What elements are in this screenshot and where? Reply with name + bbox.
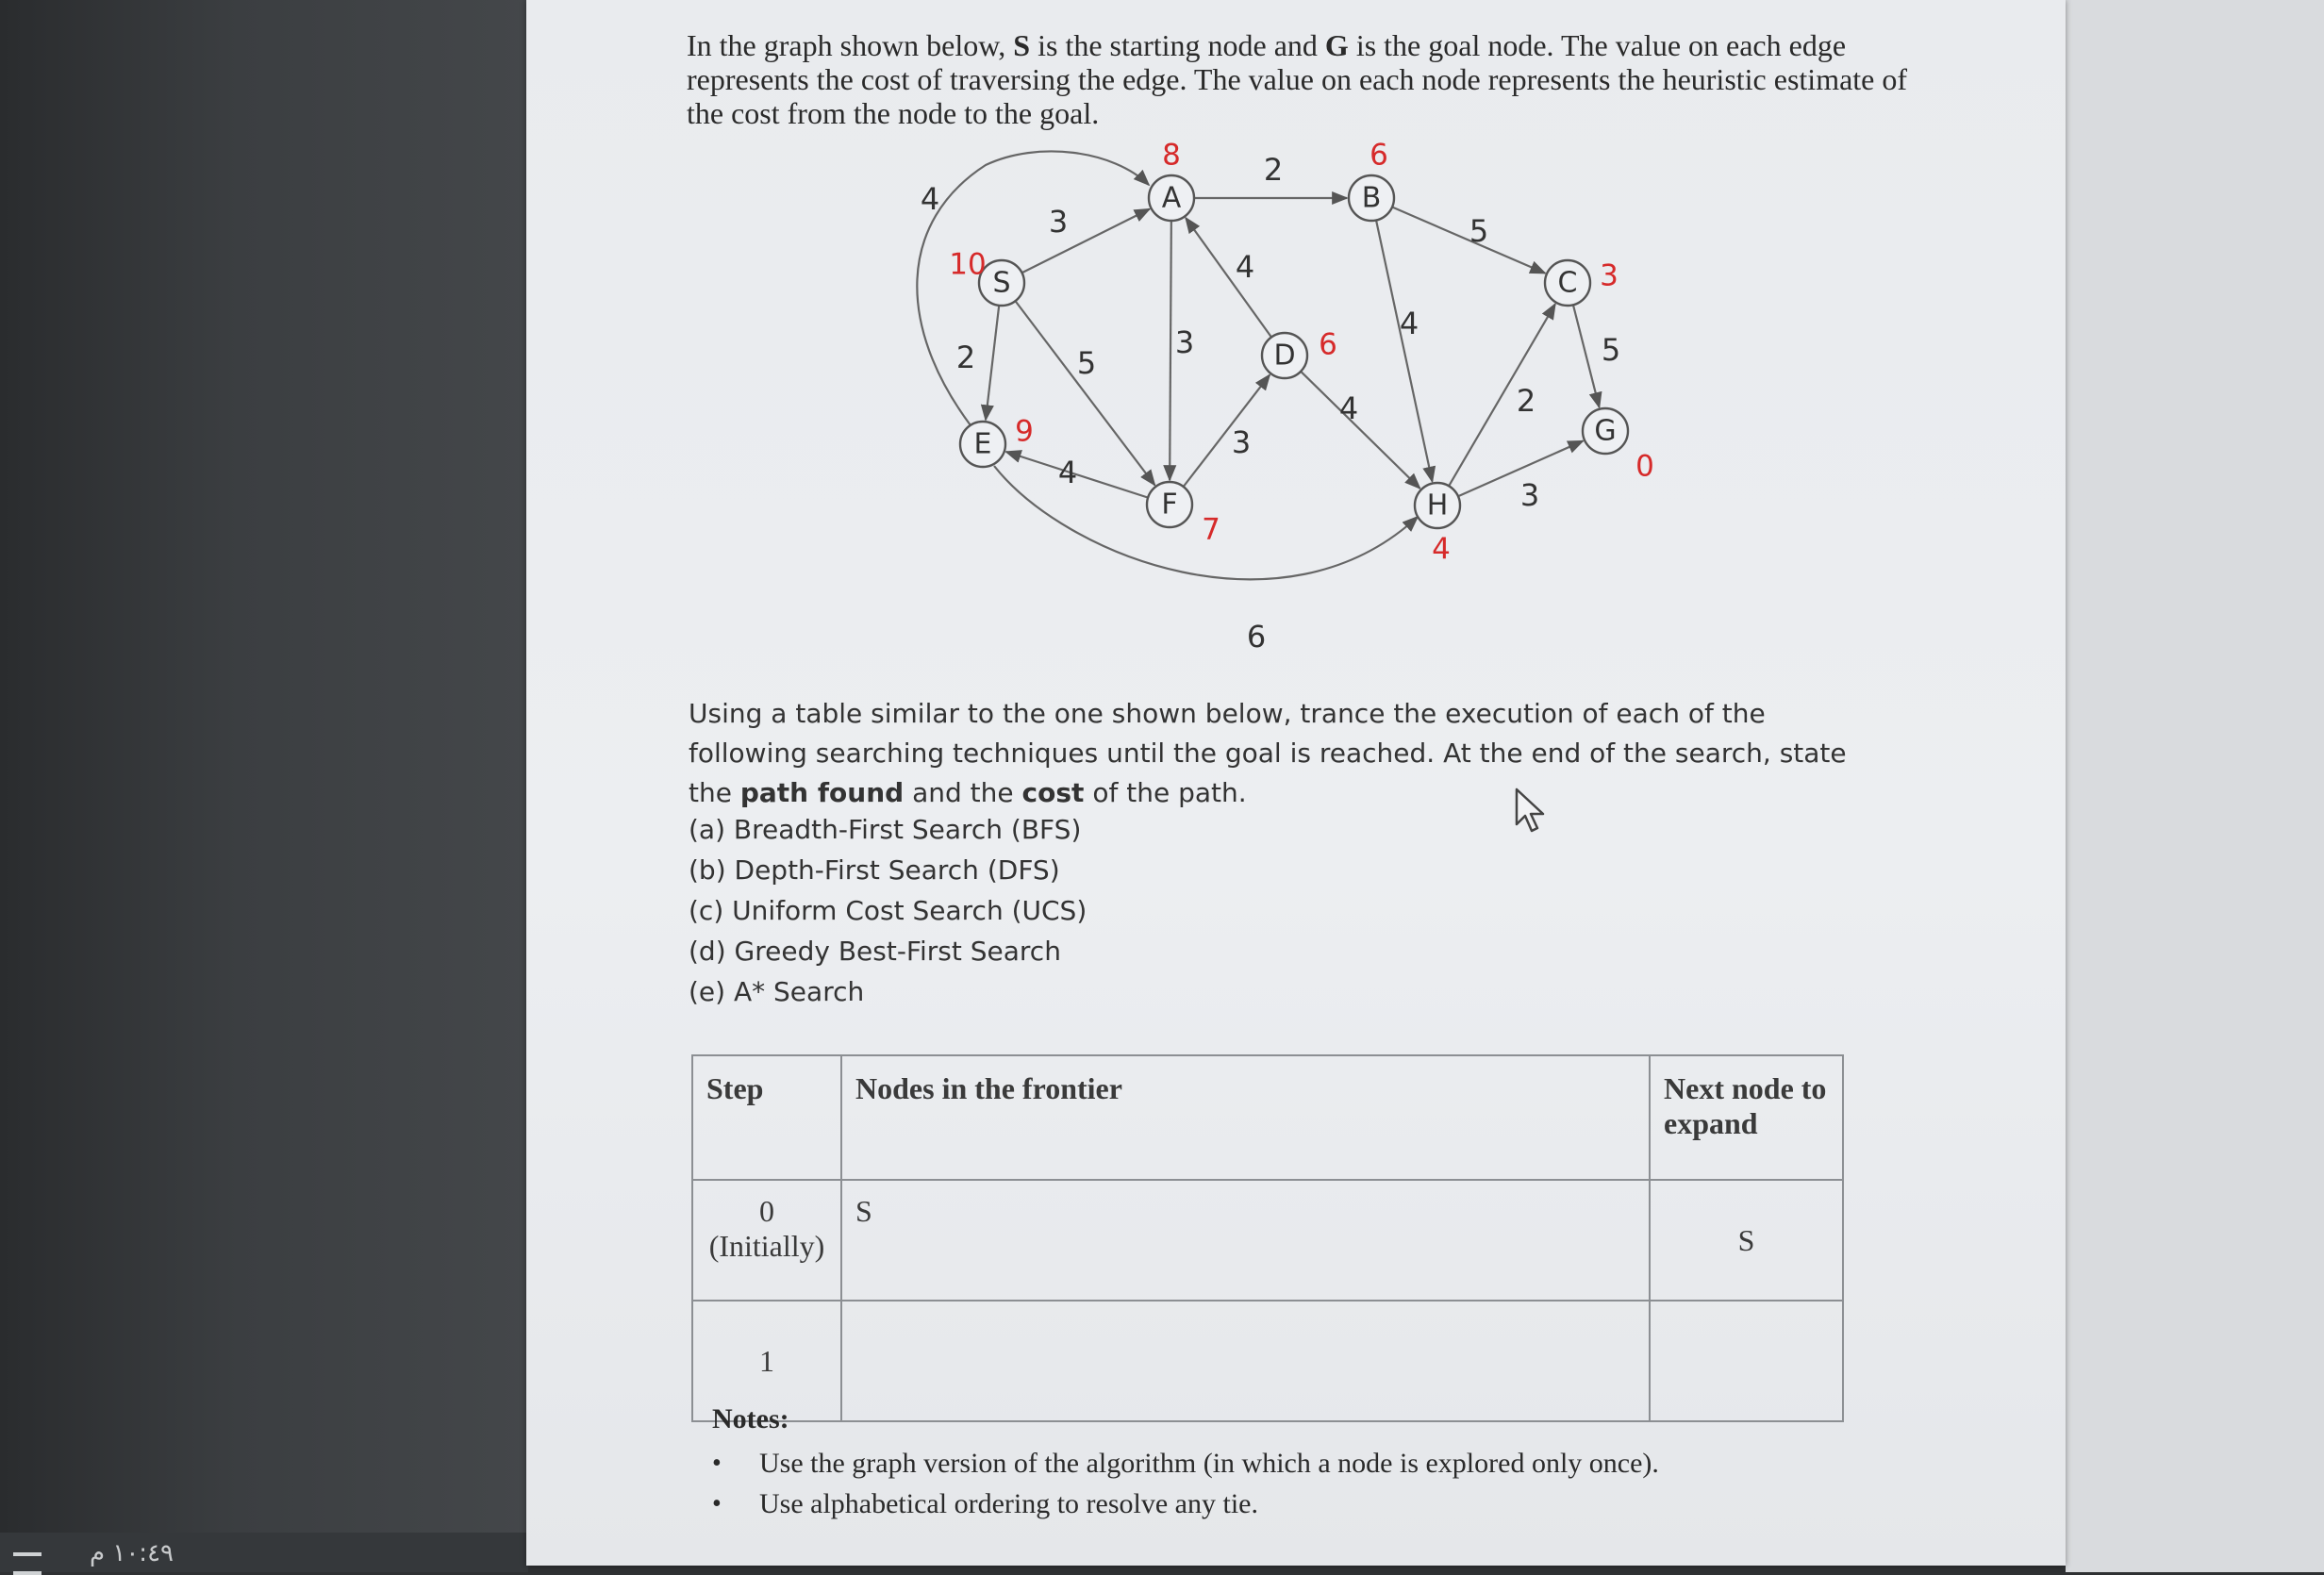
edge-h-c [1449, 304, 1555, 486]
edge-b-h [1376, 220, 1433, 481]
instructions-text-3: of the path. [1084, 777, 1247, 808]
notes-section [712, 1403, 1659, 1524]
node-b [1349, 139, 1394, 222]
node-label: C [1557, 266, 1578, 300]
instructions-text-2: and the [904, 777, 1022, 808]
algorithm-item-greedy: (d) Greedy Best-First Search [689, 936, 1061, 967]
edge-cost-b-c: 5 [1469, 213, 1489, 249]
node-h [1415, 483, 1460, 567]
algorithm-list [689, 809, 1087, 1012]
desk-background-left [0, 0, 528, 1572]
edge-cost-s-f: 5 [1076, 345, 1097, 381]
edge-s-e [986, 306, 999, 420]
edge-cost-d-h: 4 [1338, 390, 1359, 426]
edge-s-f [1015, 301, 1154, 485]
edge-f-d [1184, 375, 1270, 487]
edge-cost-e-a: 4 [920, 181, 940, 217]
node-heuristic: 3 [1600, 258, 1618, 293]
node-heuristic: 8 [1162, 138, 1181, 173]
node-label: B [1361, 181, 1382, 215]
intro-paragraph [687, 28, 1913, 130]
node-heuristic: 9 [1015, 414, 1034, 449]
node-s [949, 248, 1024, 307]
edge-cost-a-b: 2 [1263, 152, 1284, 188]
edge-s-a [1021, 209, 1149, 274]
edge-e-a [917, 151, 1149, 425]
header-frontier: Nodes in the frontier [841, 1055, 1650, 1180]
node-heuristic: 7 [1202, 512, 1220, 547]
trace-table [691, 1054, 1844, 1422]
desk-background-right [2066, 0, 2324, 1572]
node-g [1583, 408, 1654, 484]
algorithm-item-astar: (e) A* Search [689, 976, 865, 1007]
start-node-label: S [1013, 28, 1031, 62]
taskbar [0, 1533, 528, 1572]
edge-cost-s-a: 3 [1048, 204, 1069, 240]
instructions-paragraph [689, 694, 1886, 813]
node-heuristic: 10 [949, 247, 987, 282]
instructions-bold-cost: cost [1021, 777, 1085, 808]
edge-cost-s-e: 2 [955, 340, 976, 375]
intro-text-1: In the graph shown below, [687, 28, 1014, 62]
edge-cost-b-h: 4 [1399, 306, 1419, 341]
node-label: S [992, 266, 1011, 300]
edge-cost-e-h: 6 [1246, 619, 1267, 655]
next-node-cell [1650, 1301, 1843, 1421]
algorithm-item-ucs: (c) Uniform Cost Search (UCS) [689, 895, 1087, 926]
node-label: F [1161, 488, 1178, 522]
step-cell [692, 1180, 841, 1301]
edge-d-h [1301, 372, 1419, 489]
node-heuristic: 6 [1370, 138, 1388, 173]
search-graph [849, 127, 1698, 655]
edge-cost-f-d: 3 [1231, 424, 1252, 460]
node-c [1545, 259, 1618, 307]
step-number: 0 [759, 1194, 774, 1228]
intro-text-2: is the starting node and [1030, 28, 1325, 62]
edge-cost-h-g: 3 [1519, 477, 1540, 513]
header-next-node: Next node to expand [1650, 1055, 1843, 1180]
edge-d-a [1186, 218, 1271, 337]
edge-cost-f-e: 4 [1057, 455, 1078, 490]
node-label: G [1594, 414, 1617, 448]
goal-node-label: G [1324, 28, 1349, 62]
node-label: E [973, 427, 992, 461]
node-label: D [1273, 339, 1296, 373]
edge-c-g [1573, 305, 1600, 407]
node-heuristic: 6 [1319, 327, 1337, 362]
edge-cost-a-f: 3 [1174, 324, 1195, 360]
frontier-cell: S [841, 1180, 1650, 1301]
mouse-pointer-icon [1514, 787, 1548, 836]
note-item: • Use the graph version of the algorithm (in which a node is explored only once). [712, 1443, 1659, 1484]
instructions-text-1: Using a table similar to the one shown below, trance the execution of each of the following searching techniques until the goal is reached. At the end of the search, state the [689, 698, 1847, 808]
menu-icon[interactable] [13, 1552, 42, 1575]
node-heuristic: 4 [1432, 532, 1451, 567]
taskbar-clock: ١٠:٤٩ م [90, 1539, 174, 1567]
edge-cost-h-c: 2 [1516, 383, 1536, 419]
next-node-cell: S [1650, 1180, 1843, 1301]
table-header-row [692, 1055, 1843, 1180]
notes-title: Notes: [712, 1403, 789, 1434]
header-step: Step [692, 1055, 841, 1180]
edge-cost-c-g: 5 [1601, 332, 1621, 368]
node-f [1147, 482, 1220, 547]
algorithm-item-dfs: (b) Depth-First Search (DFS) [689, 854, 1060, 886]
node-heuristic: 0 [1635, 449, 1654, 484]
step-number: 1 [759, 1343, 774, 1378]
node-d [1262, 328, 1337, 379]
table-row [692, 1180, 1843, 1301]
edge-cost-d-a: 4 [1235, 249, 1255, 285]
node-a [1149, 139, 1194, 222]
algorithm-item-bfs: (a) Breadth-First Search (BFS) [689, 814, 1082, 845]
edge-a-f [1170, 221, 1171, 480]
instructions-bold-path: path found [739, 777, 905, 808]
node-label: A [1161, 181, 1182, 215]
note-item: • Use alphabetical ordering to resolve any tie. [712, 1484, 1659, 1524]
node-label: H [1426, 489, 1449, 522]
intro-text-3: is the goal node. The value on each edge represents the cost of traversing the edge. The value on each node represents the heuristic estimate of the cost from the node to the goal. [687, 28, 1908, 130]
node-e [960, 415, 1034, 468]
step-note: (Initially) [708, 1229, 825, 1263]
